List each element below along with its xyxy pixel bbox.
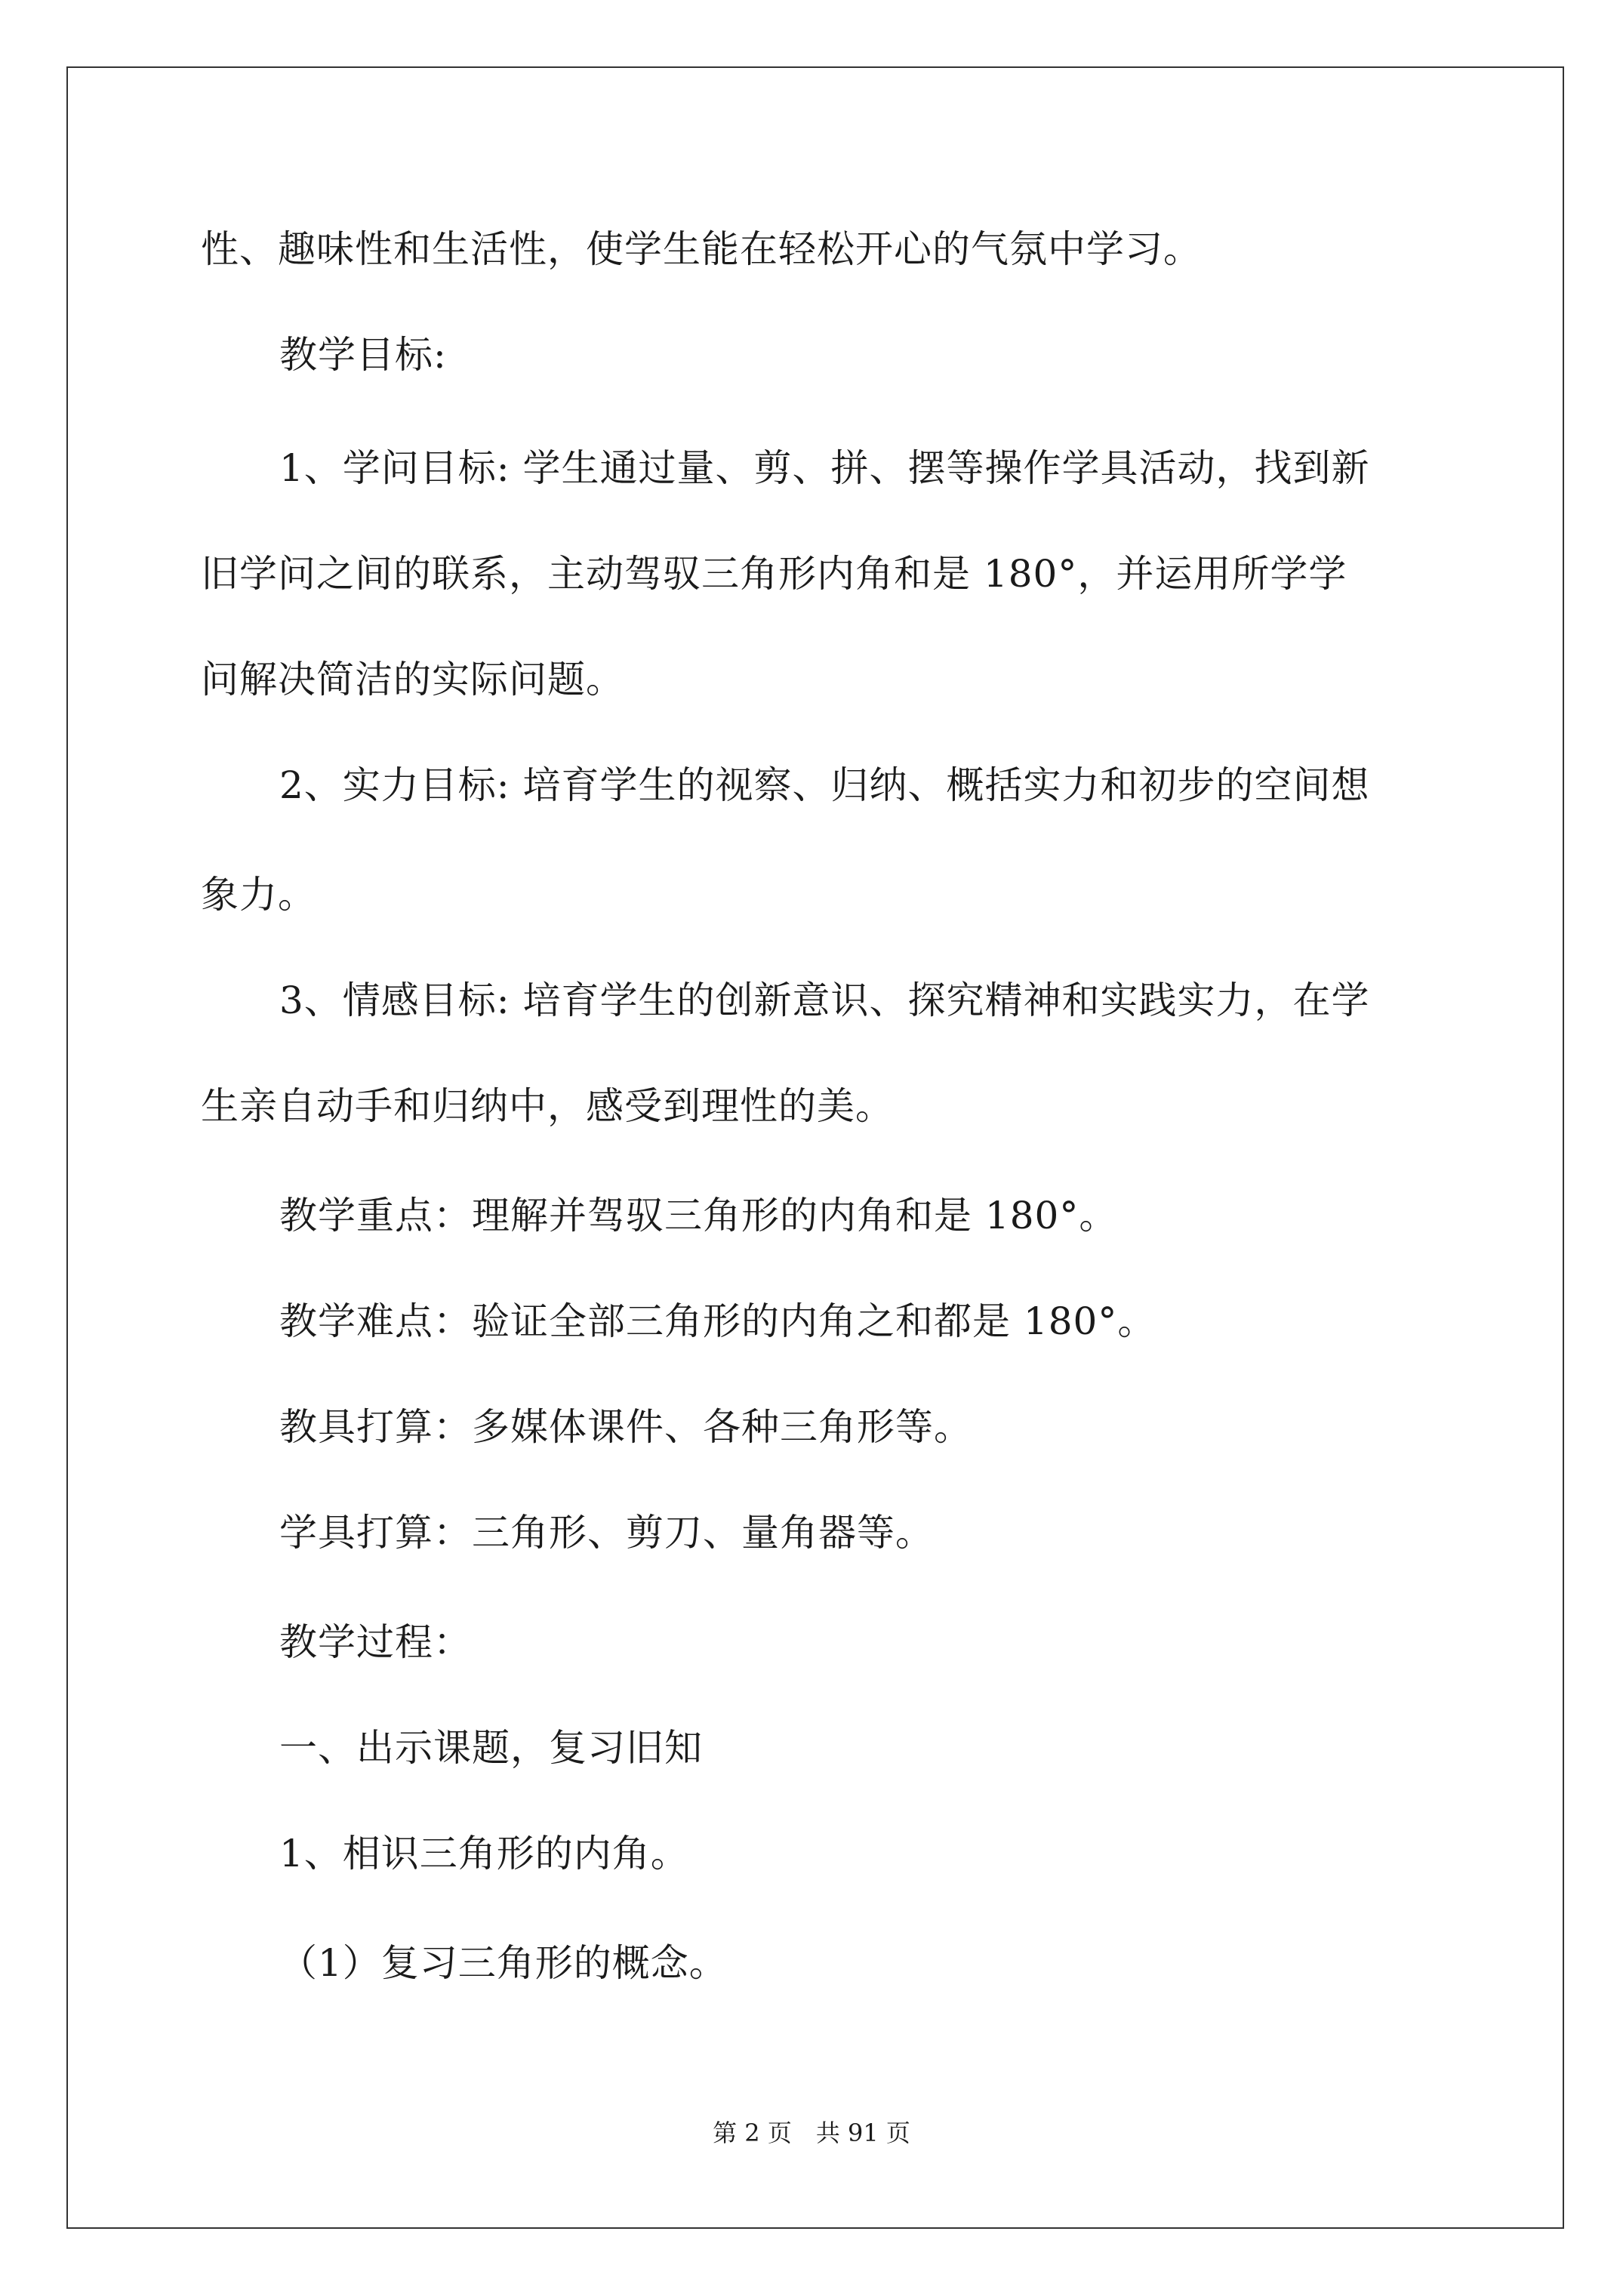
text-line: 旧学问之间的联系，主动驾驭三角形内角和是 180°，并运用所学学	[201, 552, 1347, 596]
text-line: 3、情感目标: 培育学生的创新意识、探究精神和实践实力，在学	[279, 978, 1370, 1022]
text-line: 教学目标:	[279, 333, 447, 377]
text-line: 象力。	[201, 873, 316, 917]
page-border	[66, 66, 1564, 2229]
text-line: 生亲自动手和归纳中，感受到理性的美。	[201, 1084, 894, 1128]
text-line: 学具打算：三角形、剪刀、量角器等。	[279, 1511, 934, 1555]
text-line: 教学重点：理解并驾驭三角形的内角和是 180°。	[279, 1194, 1118, 1237]
text-line: 问解决简洁的实际问题。	[201, 658, 624, 701]
text-line: 1、相识三角形的内角。	[279, 1832, 689, 1875]
text-line: 教学过程：	[279, 1620, 472, 1664]
text-line: 2、实力目标: 培育学生的视察、归纳、概括实力和初步的空间想	[279, 763, 1370, 807]
text-line: 教具打算：多媒体课件、各种三角形等。	[279, 1405, 972, 1449]
page-number-footer: 第 2 页 共 91 页	[713, 2119, 910, 2147]
text-line: 一、出示课题，复习旧知	[279, 1726, 703, 1770]
text-line: 1、学问目标: 学生通过量、剪、拼、摆等操作学具活动，找到新	[279, 446, 1370, 490]
text-line: 性、趣味性和生活性，使学生能在轻松开心的气氛中学习。	[201, 227, 1202, 271]
text-line: 教学难点：验证全部三角形的内角之和都是 180°。	[279, 1299, 1156, 1343]
text-line: （1）复习三角形的概念。	[279, 1941, 728, 1985]
